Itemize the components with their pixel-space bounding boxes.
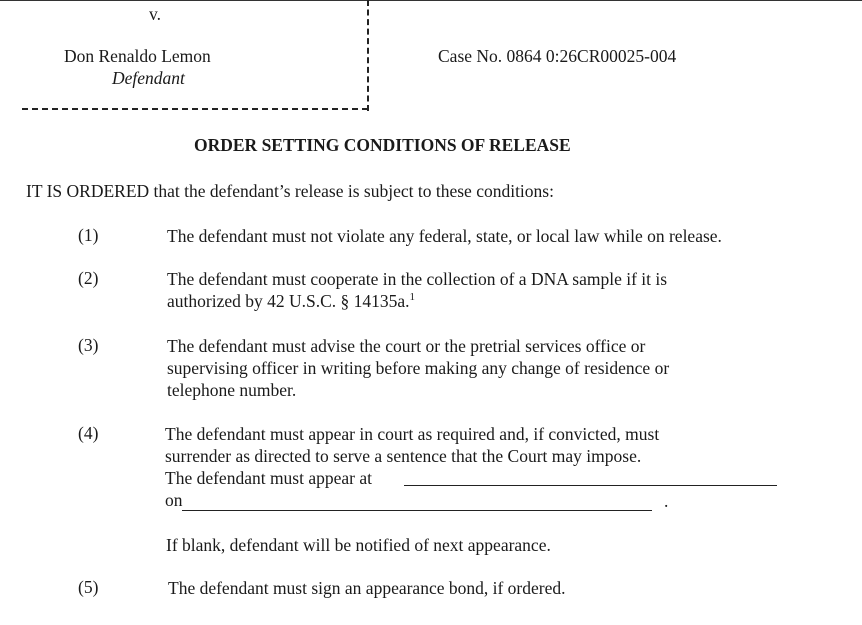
- condition-5-number: (5): [78, 577, 99, 597]
- top-border-rule: [0, 0, 862, 1]
- appear-period: .: [664, 491, 669, 511]
- condition-3-line-1: The defendant must advise the court or the pretrial services office or: [167, 336, 646, 356]
- caption-horizontal-divider: [22, 108, 368, 110]
- defendant-name: Don Renaldo Lemon: [64, 46, 211, 66]
- condition-3-line-3: telephone number.: [167, 380, 297, 400]
- condition-2-line-2: authorized by 42 U.S.C. § 14135a.$^1$: [167, 291, 416, 311]
- appear-location-blank[interactable]: [404, 485, 777, 486]
- defendant-label: Defendant: [112, 68, 185, 88]
- condition-1-number: (1): [78, 225, 99, 245]
- condition-4-line-1: The defendant must appear in court as required and, if convicted, must: [165, 424, 660, 444]
- condition-5-text: The defendant must sign an appearance bond, if ordered.: [168, 578, 566, 598]
- condition-1-text: The defendant must not violate any federal, state, or local law while on release.: [167, 226, 722, 246]
- blank-notice: If blank, defendant will be notified of next appearance.: [166, 535, 551, 555]
- order-intro: IT IS ORDERED that the defendant’s release is subject to these conditions:: [26, 181, 554, 201]
- appear-on-label: on: [165, 490, 183, 510]
- appear-date-blank[interactable]: [182, 510, 652, 511]
- condition-4-line-2: surrender as directed to serve a sentence that the Court may impose.: [165, 446, 642, 466]
- case-number: Case No. 0864 0:26CR00025-004: [438, 46, 677, 66]
- appear-at-label: The defendant must appear at: [165, 468, 372, 488]
- versus-label: v.: [149, 4, 161, 24]
- condition-3-line-2: supervising officer in writing before making any change of residence or: [167, 358, 670, 378]
- condition-4-number: (4): [78, 423, 99, 443]
- order-title: ORDER SETTING CONDITIONS OF RELEASE: [194, 135, 571, 155]
- condition-2-line-1: The defendant must cooperate in the collection of a DNA sample if it is: [167, 269, 668, 289]
- caption-vertical-divider: [367, 0, 369, 111]
- footnote-marker: 1: [409, 291, 416, 304]
- condition-2-number: (2): [78, 268, 99, 288]
- condition-3-number: (3): [78, 335, 99, 355]
